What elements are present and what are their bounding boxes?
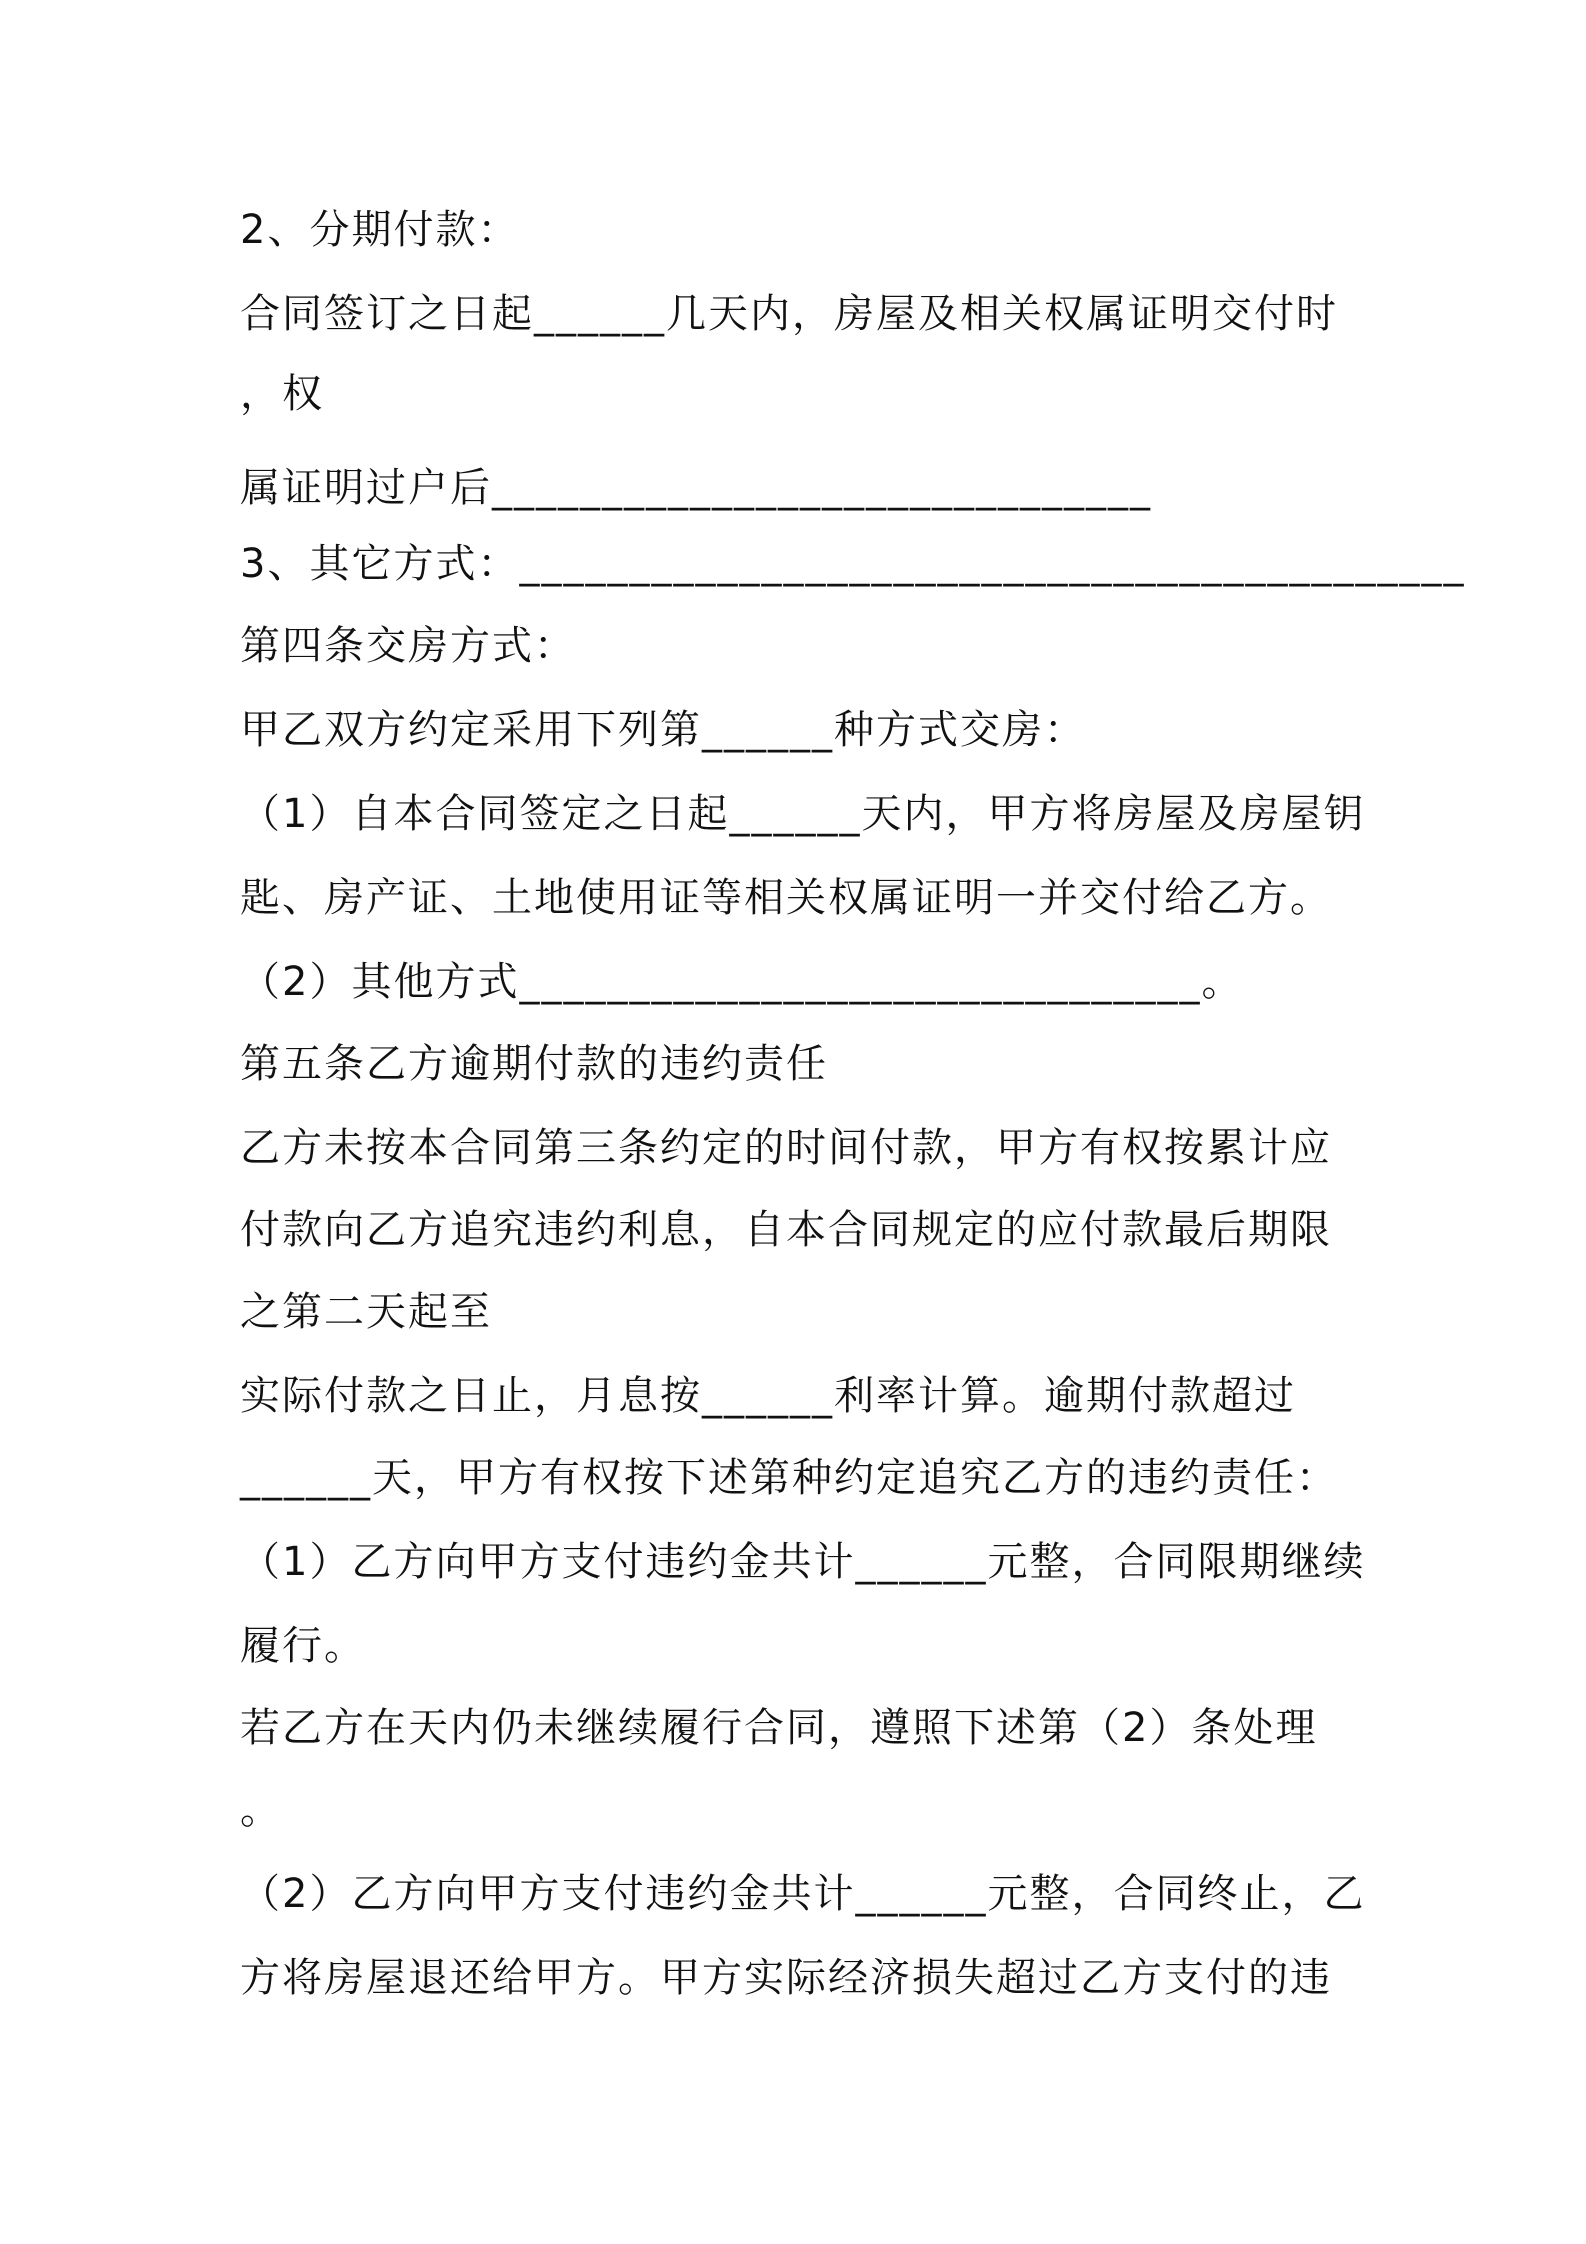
text-line: 。 bbox=[240, 1787, 282, 1833]
text-line: 合同签订之日起______几天内，房屋及相关权属证明交付时 bbox=[240, 291, 1338, 337]
text-line: ，权 bbox=[240, 371, 324, 417]
text-line: 乙方未按本合同第三条约定的时间付款，甲方有权按累计应 bbox=[240, 1125, 1332, 1171]
text-line: 若乙方在天内仍未继续履行合同，遵照下述第（2）条处理 bbox=[240, 1705, 1318, 1751]
text-line: （2）乙方向甲方支付违约金共计______元整，合同终止，乙 bbox=[240, 1871, 1366, 1917]
text-line: 实际付款之日止，月息按______利率计算。逾期付款超过 bbox=[240, 1373, 1296, 1419]
text-line: 属证明过户后______________________________ bbox=[240, 465, 1152, 511]
text-line: 付款向乙方追究违约利息，自本合同规定的应付款最后期限 bbox=[240, 1207, 1332, 1253]
text-line: 之第二天起至 bbox=[240, 1289, 492, 1335]
text-line: （2）其他方式_______________________________。 bbox=[240, 959, 1244, 1005]
text-line-installment-heading: 2、分期付款： bbox=[240, 207, 520, 253]
text-line: 甲乙双方约定采用下列第______种方式交房： bbox=[240, 707, 1086, 753]
text-line: 匙、房产证、土地使用证等相关权属证明一并交付给乙方。 bbox=[240, 875, 1332, 921]
text-line: （1）自本合同签定之日起______天内，甲方将房屋及房屋钥 bbox=[240, 791, 1366, 837]
text-line: 履行。 bbox=[240, 1623, 366, 1669]
text-line: ______天，甲方有权按下述第种约定追究乙方的违约责任： bbox=[240, 1455, 1338, 1501]
section-heading-article-5: 第五条乙方逾期付款的违约责任 bbox=[240, 1041, 828, 1087]
text-line: 方将房屋退还给甲方。甲方实际经济损失超过乙方支付的违 bbox=[240, 1955, 1332, 2001]
text-line: （1）乙方向甲方支付违约金共计______元整，合同限期继续 bbox=[240, 1539, 1366, 1585]
section-heading-article-4: 第四条交房方式： bbox=[240, 623, 576, 669]
text-line-other-methods: 3、其它方式：___________________________________________ bbox=[240, 541, 1466, 587]
